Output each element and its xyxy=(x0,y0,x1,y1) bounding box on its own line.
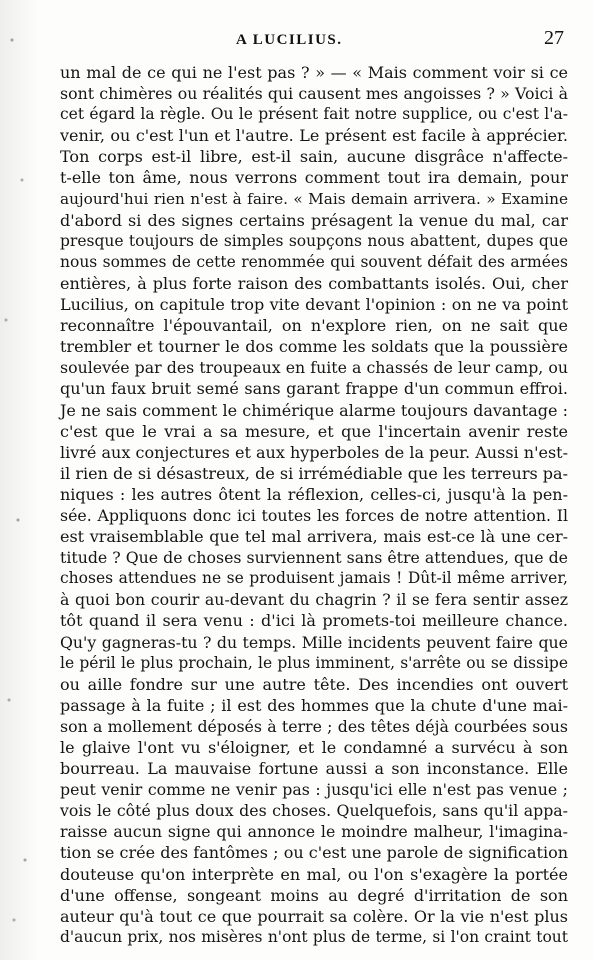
text-line: à quoi bon courir au-devant du chagrin ? il se fera sentir assez xyxy=(60,590,568,610)
text-line: Qu'y gagneras-tu ? du temps. Mille incidents peuvent faire que xyxy=(60,632,568,652)
text-line: un mal de ce qui ne l'est pas ? » — « Mais comment voir si ce xyxy=(60,63,568,82)
text-line: passage à la fuite ; il est des hommes que la chute d'une mai- xyxy=(60,695,568,715)
text-line: douteuse qu'on interprète en mal, ou l'on s'exagère la portée xyxy=(60,864,568,884)
text-line: peut venir comme ne venir pas : jusqu'ici elle n'est pas venue ; xyxy=(60,780,568,800)
text-line: sée. Appliquons donc ici toutes les forces de notre attention. Il xyxy=(60,505,568,525)
text-line: soulevée par des troupeaux en fuite a chassés de leur camp, ou xyxy=(60,358,568,378)
text-line: tôt quand il sera venu : d'ici là promets-toi meilleure chance. xyxy=(60,611,568,631)
text-line: aujourd'hui rien n'est à faire. « Mais demain arrivera. » Examine xyxy=(60,189,568,208)
text-line: c'est que le vrai a sa mesure, et que l'incertain avenir reste xyxy=(60,421,568,441)
text-line: choses attendues ne se produisent jamais ! Dût-il même arriver, xyxy=(60,569,568,588)
text-line: d'aucun prix, nos misères n'ont plus de terme, si l'on craint tout xyxy=(60,927,568,946)
text-line: d'abord si des signes certains présagent la venue du mal, car xyxy=(60,210,568,230)
text-line: le péril le plus prochain, le plus imminent, s'arrête ou se dissipe xyxy=(60,653,568,672)
page-number: 27 xyxy=(544,27,564,49)
text-line: presque toujours de simples soupçons nous abattent, dupes que xyxy=(60,231,568,250)
text-line: nous sommes de cette renommée qui souvent défait des armées xyxy=(60,252,568,271)
text-line: est vraisemblable que tel mal arrivera, mais est-ce là une cer- xyxy=(60,527,568,547)
text-line: reconnaître l'épouvantail, on n'explore rien, on ne sait que xyxy=(60,316,568,336)
text-line: sont chimères ou réalités qui causent mes angoisses ? » Voici à xyxy=(60,84,568,104)
text-line: son a mollement déposés à terre ; des têtes déjà courbées sous xyxy=(60,716,568,736)
running-title: A LUCILIUS. xyxy=(236,32,343,48)
text-line: venir, ou c'est l'un et l'autre. Le présent est facile à apprécier. xyxy=(60,126,568,146)
text-line: raisse aucun signe qui annonce le moindre malheur, l'imagina- xyxy=(60,822,568,842)
text-line: titude ? Que de choses surviennent sans être attendues, que de xyxy=(60,548,568,568)
text-line: livré aux conjectures et aux hyperboles de la peur. Aussi n'est- xyxy=(60,442,568,462)
text-line: entières, à plus forte raison des combattants isolés. Oui, cher xyxy=(60,273,568,293)
text-line: vois le côté plus doux des choses. Quelquefois, sans qu'il appa- xyxy=(60,801,568,821)
text-line: niques : les autres ôtent la réflexion, celles-ci, jusqu'à la pen- xyxy=(60,484,568,504)
text-line: qu'un faux bruit semé sans garant frappe d'un commun effroi. xyxy=(60,379,568,399)
text-line: d'une offense, songeant moins au degré d'irritation de son xyxy=(60,885,568,905)
body-text xyxy=(60,62,568,948)
text-line: Lucilius, on capitule trop vite devant l'opinion : on ne va point xyxy=(60,295,568,315)
text-line: bourreau. La mauvaise fortune aussi a son inconstance. Elle xyxy=(60,759,568,779)
text-line: auteur qu'à tout ce que pourrait sa colère. Or la vie n'est plus xyxy=(60,906,568,926)
text-line: cet égard la règle. Ou le présent fait notre supplice, ou c'est l'a- xyxy=(60,105,568,124)
text-line: Je ne sais comment le chimérique alarme toujours davantage : xyxy=(60,400,568,420)
page-binding-edge xyxy=(0,0,40,960)
text-line: t-elle ton âme, nous verrons comment tout ira demain, pour xyxy=(60,168,568,188)
text-line: tion se crée des fantômes ; ou c'est une parole de signification xyxy=(60,843,568,863)
text-line: ou aille fondre sur une autre tête. Des incendies ont ouvert xyxy=(60,674,568,694)
text-line: Ton corps est-il libre, est-il sain, aucune disgrâce n'affecte- xyxy=(60,147,568,167)
text-line: il rien de si désastreux, de si irrémédiable que les terreurs pa- xyxy=(60,463,568,483)
text-line: le glaive l'ont vu s'éloigner, et le condamné a survécu à son xyxy=(60,738,568,757)
text-line: trembler et tourner le dos comme les soldats que la poussière xyxy=(60,337,568,357)
